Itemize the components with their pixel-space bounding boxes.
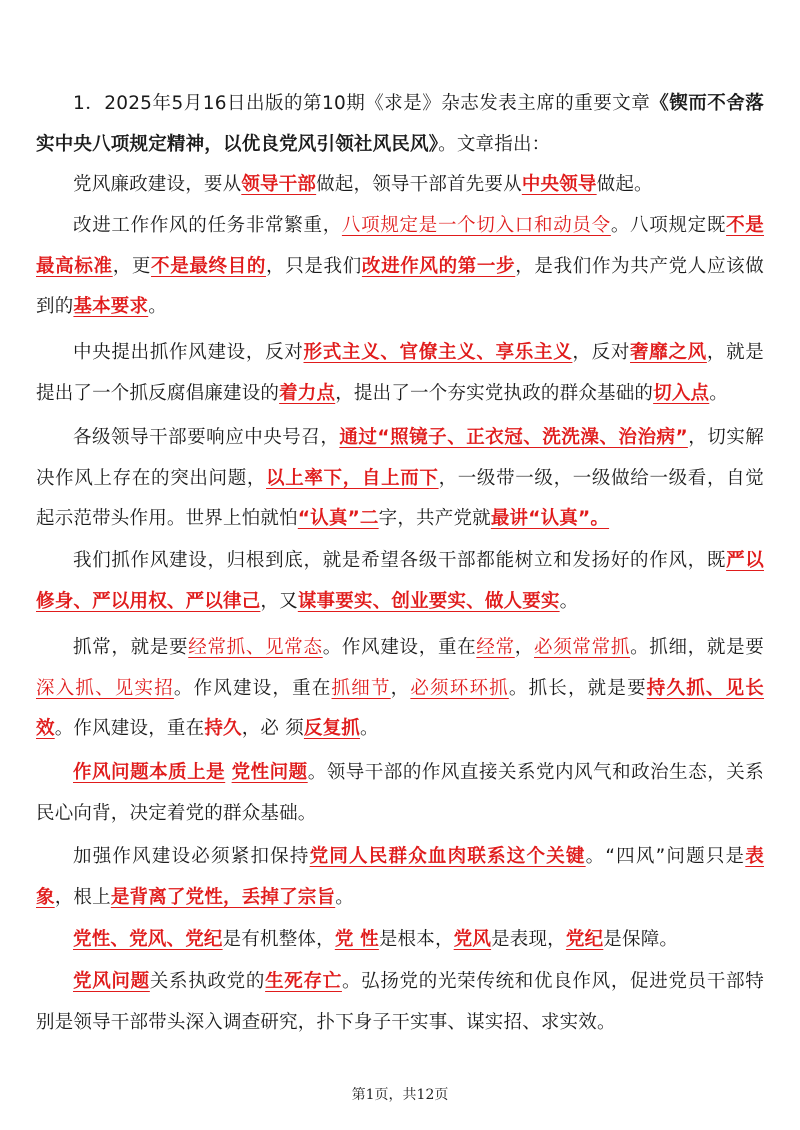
body-text: ，更: [112, 255, 152, 277]
body-text: 。: [360, 718, 379, 739]
emphasized-text: 持久抓、见长效: [36, 677, 765, 739]
body-text: 。文章指出：: [438, 133, 551, 155]
emphasized-text: 持久: [204, 718, 242, 739]
body-text: ，切实解决作风上存在的突出问题，: [36, 427, 764, 489]
body-text: ，只是我们: [266, 255, 362, 277]
body-text: ，又: [260, 590, 298, 612]
body-text: 抓常，就是要: [73, 637, 189, 658]
paragraph-party-spirit: [36, 753, 764, 834]
body-text: ，一级带一级，一级做给一级看，自觉起示范带头作用。世界上怕就怕: [36, 467, 764, 529]
emphasized-text: 抓细节: [331, 677, 391, 699]
emphasized-text: 不是最终目的: [151, 255, 267, 277]
body-text: 1．2025年5月16日出版的第10期《求是》杂志发表主席的重要文章: [73, 93, 651, 114]
emphasized-text: 必须常常抓: [534, 637, 631, 658]
body-text: ，必 须: [241, 718, 304, 739]
emphasized-text: 作风问题本质上是: [73, 762, 226, 783]
emphasized-text: 表象: [36, 846, 764, 908]
paragraph-four-winds: [36, 333, 764, 414]
emphasized-text: 生死存亡: [265, 971, 342, 992]
emphasized-text: 形式主义、官僚主义、享乐主义: [303, 342, 573, 363]
body-text: 是有机整体，: [222, 929, 335, 950]
paragraph-leadership: [36, 165, 764, 206]
body-text: 改进工作作风的任务非常繁重，: [73, 215, 342, 236]
emphasized-text: 着力点: [279, 382, 336, 404]
emphasized-text: 领导干部: [241, 174, 317, 195]
emphasized-text: 奢靡之风: [630, 342, 707, 363]
body-text: 我们抓作风建设，归根到底，就是希望各级干部都能树立和发扬好的作风，既: [73, 550, 727, 571]
emphasized-text: 必须环环抓: [410, 677, 509, 699]
emphasized-text: 党同人民群众血肉联系这个关键: [309, 846, 586, 867]
body-text: ，: [514, 637, 535, 658]
body-text: 。作风建设，重在: [322, 637, 477, 658]
emphasized-text: 改进作风的第一步: [361, 255, 516, 277]
emphasized-text: 经常抓、见常态: [188, 637, 323, 658]
body-text: 。作风建设，重在: [173, 677, 332, 699]
paragraph-article-intro: [36, 84, 764, 165]
body-text: 。八项规定既: [610, 215, 727, 236]
body-text: ，提出了一个夯实党执政的群众基础的: [335, 382, 654, 404]
emphasized-text: 切入点: [653, 382, 710, 404]
emphasized-text: 《锲而不舍落实中央八项规定精神，以优良党风引领社风民风》: [36, 93, 764, 155]
body-text: 字，共产党就: [378, 508, 491, 529]
body-text: 。抓长，就是要: [508, 677, 647, 699]
body-text: 加强作风建设必须紧扣保持: [73, 846, 310, 867]
emphasized-text: 中央领导: [521, 174, 597, 195]
paragraph-three-stricts: [36, 541, 764, 622]
paragraph-grasp-often: [36, 628, 764, 750]
emphasized-text: 基本要求: [73, 296, 149, 317]
body-text: 。: [709, 382, 728, 404]
emphasized-text: 经常: [476, 637, 515, 658]
body-text: 做起，领导干部首先要从: [316, 174, 522, 195]
body-text: 中央提出抓作风建设，反对: [73, 342, 304, 363]
emphasized-text: 党风问题: [73, 971, 150, 992]
body-text: 。抓细，就是要: [630, 637, 765, 658]
body-text: ，: [390, 677, 411, 699]
body-text: 。: [148, 296, 167, 317]
emphasized-text: 党风: [453, 929, 492, 950]
body-text: 党风廉政建设，要从: [73, 174, 242, 195]
emphasized-text: 不是最高标准: [36, 215, 765, 277]
body-text: 是保障。: [603, 929, 679, 950]
emphasized-text: 通过“照镜子、正衣冠、洗洗澡、治治病”: [339, 427, 688, 448]
body-text: ，根上: [54, 886, 111, 908]
emphasized-text: 深入抓、见实招: [36, 677, 174, 699]
emphasized-text: 反复抓: [303, 718, 361, 739]
emphasized-text: 党 性: [334, 929, 379, 950]
emphasized-text: 谋事要实、创业要实、做人要实: [297, 590, 560, 612]
emphasized-text: 严以修身、严以用权、严以律己: [36, 550, 764, 612]
body-text: 。领导干部的作风直接关系党内风气和政治生态，关系民心向背，决定着党的群众基础。: [36, 762, 764, 824]
body-text: ，是我们作为共产党人应该做到的: [36, 255, 764, 317]
body-text: 。作风建设，重在: [54, 718, 205, 739]
emphasized-text: 最讲“认真”。: [490, 508, 610, 529]
body-text: 是根本，: [378, 929, 454, 950]
emphasized-text: 以上率下，自上而下: [266, 467, 439, 489]
body-text: 是表现，: [491, 929, 566, 950]
body-text: 做起。: [596, 174, 653, 195]
paragraph-organic-whole: [36, 920, 764, 961]
body-text: 各级领导干部要响应中央号召，: [73, 427, 340, 448]
body-text: 。弘扬党的光荣传统和优良作风，促进党员干部特别是领导干部带头深入调查研究，扑下身子干实事、谋实招、求实效。: [36, 971, 764, 1033]
body-text: 。: [559, 590, 579, 612]
paragraph-mirror: [36, 418, 764, 540]
body-text: 关系执政党的: [149, 971, 266, 992]
emphasized-text: “认真”二: [297, 508, 379, 529]
body-text: ，反对: [572, 342, 631, 363]
emphasized-text: 党性、党风、党纪: [73, 929, 223, 950]
emphasized-text: 是背离了党性，丢掉了宗旨: [110, 886, 336, 908]
emphasized-text: 党纪: [565, 929, 604, 950]
paragraph-eight-rules: [36, 206, 764, 328]
body-text: 。: [335, 886, 354, 908]
paragraph-blood-ties: [36, 837, 764, 918]
emphasized-text: 党性问题: [231, 762, 308, 783]
paragraph-life-death: [36, 962, 764, 1043]
page-footer: 第1页，共12页: [351, 1087, 449, 1103]
body-text: ，就是提出了一个抓反腐倡廉建设的: [36, 342, 764, 404]
emphasized-text: 八项规定是一个切入口和动员令: [341, 215, 611, 236]
body-text: 。“四风”问题只是: [585, 846, 746, 867]
